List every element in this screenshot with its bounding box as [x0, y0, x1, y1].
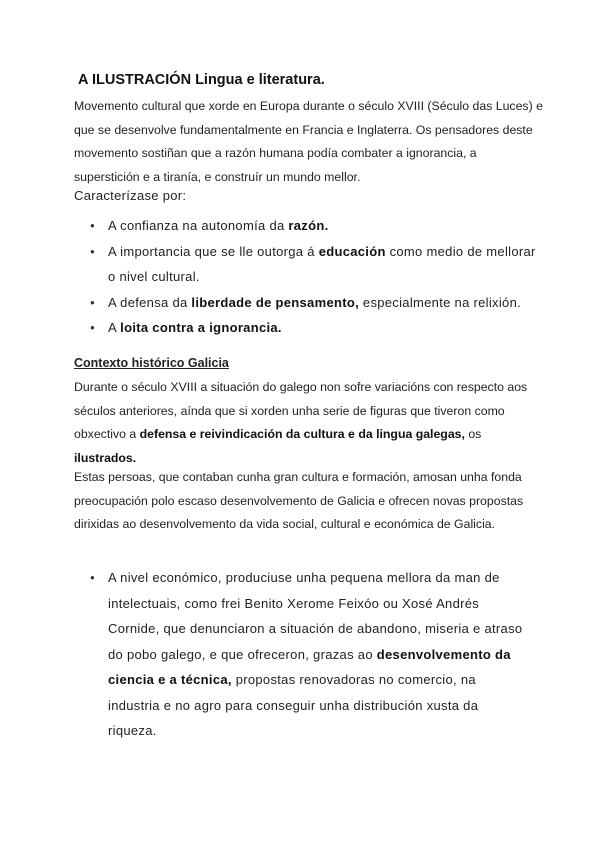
context-paragraph: Durante o século XVIII a situación do galego non sofre variacións con respecto aos séculos anteriores, aínda que si xorden unha serie de figuras que tiveron como obxectivo a defensa e reivindicación da cultura e da lingua galegas, os ilustrados.: [74, 380, 528, 465]
economic-item: ● A nivel económico, produciuse unha pequena mellora da man de intelectuais, como frei Benito Xerome Feixóo ou Xosé Andrés Cornide, que denunciaron a situación de abandono, miseria e atraso do pobo galego, e que ofreceron, grazas ao desenvolvemento da ciencia e a técnica, propostas renovadoras no comercio, na industria e no agro para conseguir unha distribución xusta da riqueza.: [90, 565, 530, 744]
characteristic-item: ● A loita contra a ignorancia.: [90, 315, 540, 341]
characteristic-item: ● A importancia que se lle outorga á educación como medio de mellorar o nivel cultural.: [90, 239, 540, 290]
document-title: A ILUSTRACIÓN Lingua e literatura.: [78, 72, 325, 88]
context-paragraph-2: Estas persoas, que contaban cunha gran cultura e formación, amosan unha fonda preocupación polo escaso desenvolvemento de Galicia e ofrecen novas propostas dirixidas ao desenvolvemento da vida social, cultural e económica de Galicia.: [74, 470, 524, 531]
characteristics-list: [90, 213, 540, 341]
section-heading: Contexto histórico Galicia: [74, 356, 229, 370]
economic-list: [90, 565, 530, 744]
characteristic-item: ● A confianza na autonomía da razón.: [90, 213, 540, 239]
intro-paragraph: Movemento cultural que xorde en Europa durante o século XVIII (Século das Luces) e que se desenvolve fundamentalmente en Francia e Inglaterra. Os pensadores deste movemento sostiñan que a razón humana podía combater a ignorancia, a superstición e a tiranía, e construír un mundo mellor.: [74, 99, 543, 184]
characteristics-lead: Caracterízase por:: [74, 188, 187, 203]
characteristic-item: ● A defensa da liberdade de pensamento, especialmente na relixión.: [90, 290, 540, 316]
